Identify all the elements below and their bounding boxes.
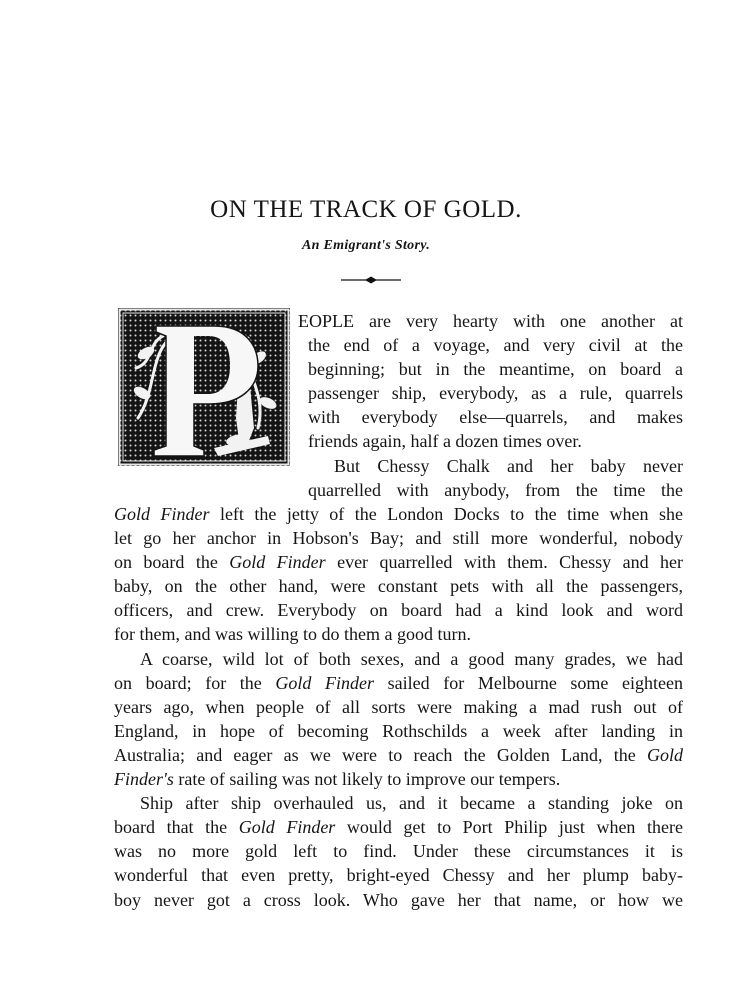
chapter-title: ON THE TRACK OF GOLD.: [210, 196, 522, 223]
text-line: Ship after ship overhauled us, and it became a standing joke on: [140, 793, 683, 814]
ship-name: Finder's: [114, 769, 174, 790]
text-line: years ago, when people of all sorts were making a mad rush out of: [114, 696, 683, 717]
text-line: [114, 671, 683, 695]
text-line: was no more gold left to find. Under these circumstances it is: [114, 841, 683, 862]
ship-name: Gold Finder: [275, 672, 375, 693]
text-line: beginning; but in the meantime, on board a: [308, 359, 683, 380]
text-line: boy never got a cross look. Who gave her that name, or how we: [114, 889, 683, 910]
text-span: Australia; and eager as we were to reach the Golden Land, the: [114, 744, 647, 765]
text-span: ever quarrelled with them. Chessy and her: [325, 552, 683, 573]
ship-name: Gold Finder: [229, 552, 326, 573]
text-line: But Chessy Chalk and her baby never: [334, 455, 683, 476]
ornament-divider-icon: [341, 275, 401, 285]
text-line: quarrelled with anybody, from the time the: [308, 479, 683, 500]
text-span: rate of sailing was not likely to improve our tempers.: [173, 769, 561, 790]
text-line: officers, and crew. Everybody on board had a kind look and word: [114, 600, 683, 621]
text-line: baby, on the other hand, were constant pets with all the passengers,: [114, 576, 683, 597]
text-line: [114, 743, 683, 767]
ship-name: Gold Finder: [238, 817, 336, 838]
text-line: let go her anchor in Hobson's Bay; and still more wonderful, nobody: [114, 528, 683, 549]
text-line: [114, 815, 683, 839]
ship-name: Gold Finder: [114, 504, 210, 524]
text-line: EOPLE are very hearty with one another at: [298, 311, 683, 331]
text-line: England, in hope of becoming Rothschilds a week after landing in: [114, 720, 683, 741]
text-span: on board; for the: [114, 672, 276, 693]
text-span: board that the: [114, 817, 239, 838]
text-line: the end of a voyage, and very civil at the: [308, 335, 683, 356]
ship-name: Gold: [647, 744, 683, 765]
body-text: [114, 502, 683, 912]
text-line: wonderful that even pretty, bright-eyed Chessy and her plump baby-: [114, 865, 683, 886]
chapter-subtitle: An Emigrant's Story.: [301, 238, 431, 253]
text-line: [114, 502, 683, 526]
text-span: on board the: [114, 552, 230, 573]
decorated-initial: [118, 308, 290, 466]
decorated-initial-art-icon: [118, 308, 290, 466]
text-span: left the jetty of the London Docks to the time when she: [209, 504, 683, 524]
text-line: A coarse, wild lot of both sexes, and a good many grades, we had: [140, 648, 683, 669]
text-line: [114, 550, 683, 574]
short-lines-block: [298, 309, 683, 502]
text-line: for them, and was willing to do them a good turn.: [114, 624, 471, 645]
text-span: sailed for Melbourne some eighteen: [374, 672, 684, 693]
text-line: friends again, half a dozen times over.: [308, 431, 582, 452]
text-line: with everybody else—quarrels, and makes: [308, 407, 683, 428]
text-span: would get to Port Philip just when there: [335, 817, 683, 838]
text-line: [114, 767, 683, 791]
text-line: passenger ship, everybody, as a rule, quarrels: [308, 383, 683, 404]
